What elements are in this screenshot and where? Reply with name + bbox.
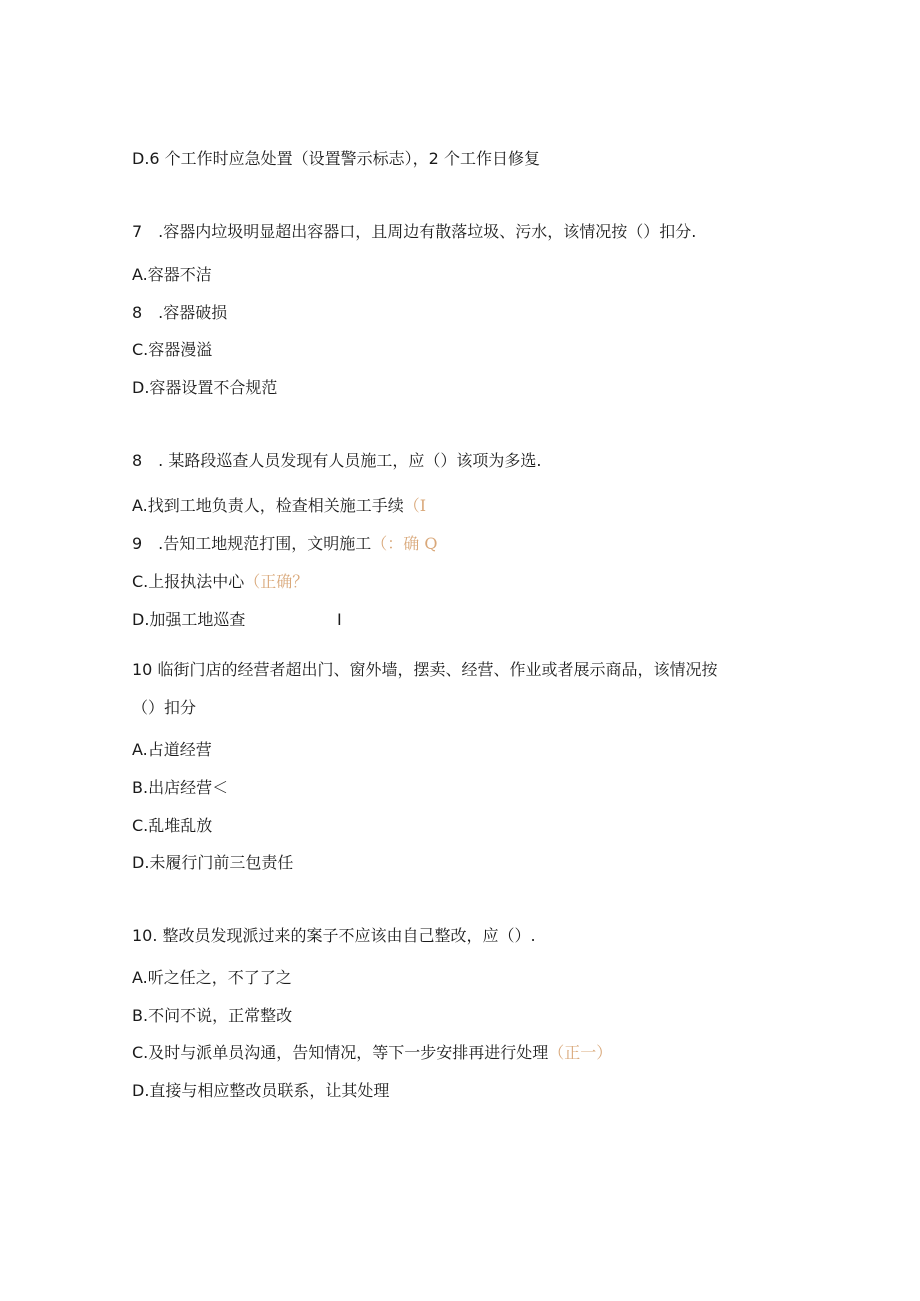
option-b-q7: 8 .容器破损 [132, 303, 228, 322]
handwritten-mark: （I [403, 496, 427, 515]
handwritten-mark: （正确？ [244, 572, 309, 591]
handwritten-mark: （：确 Q [371, 534, 438, 553]
question-10a-line1: 10 临街门店的经营者超出门、窗外墙，摆卖、经营、作业或者展示商品，该情况按 [132, 660, 718, 679]
question-10a-line2: （）扣分 [132, 698, 197, 717]
option-d-q10b: D.直接与相应整改员联系，让其处理 [132, 1081, 390, 1100]
question-10b: 10. 整改员发现派过来的案子不应该由自己整改，应（）. [132, 926, 536, 945]
option-a-q10a: A.占道经营 [132, 740, 212, 759]
option-a-q8-text: A.找到工地负责人，检查相关施工手续 [132, 496, 404, 515]
stray-mark: I [337, 610, 342, 629]
option-b-q8-text: 9 .告知工地规范打围，文明施工 [132, 534, 372, 553]
option-c-q10b [132, 1043, 612, 1063]
option-c-q8-text: C.上报执法中心 [132, 572, 245, 591]
option-a-q10b: A.听之任之，不了了之 [132, 968, 292, 987]
option-b-q8 [132, 534, 438, 554]
option-d-q8: D.加强工地巡查 [132, 610, 246, 629]
option-a-q8 [132, 496, 426, 516]
option-c-q7: C.容器漫溢 [132, 340, 213, 359]
option-d-q6: D.6 个工作时应急处置（设置警示标志），2 个工作日修复 [132, 149, 540, 168]
handwritten-mark: （正一） [548, 1043, 613, 1062]
question-8: 8 . 某路段巡查人员发现有人员施工，应（）该项为多选. [132, 451, 542, 470]
option-c-q8 [132, 572, 308, 592]
option-b-q10b: B.不问不说，正常整改 [132, 1006, 293, 1025]
option-d-q7: D.容器设置不合规范 [132, 378, 278, 397]
option-c-q10a: C.乱堆乱放 [132, 816, 213, 835]
option-a-q7: A.容器不洁 [132, 265, 212, 284]
option-b-q10a: B.出店经营＜ [132, 778, 229, 797]
option-d-q10a: D.未履行门前三包责任 [132, 853, 294, 872]
option-c-q10b-text: C.及时与派单员沟通，告知情况，等下一步安排再进行处理 [132, 1043, 549, 1062]
question-7: 7 .容器内垃圾明显超出容器口，且周边有散落垃圾、污水，该情况按（）扣分. [132, 222, 697, 241]
